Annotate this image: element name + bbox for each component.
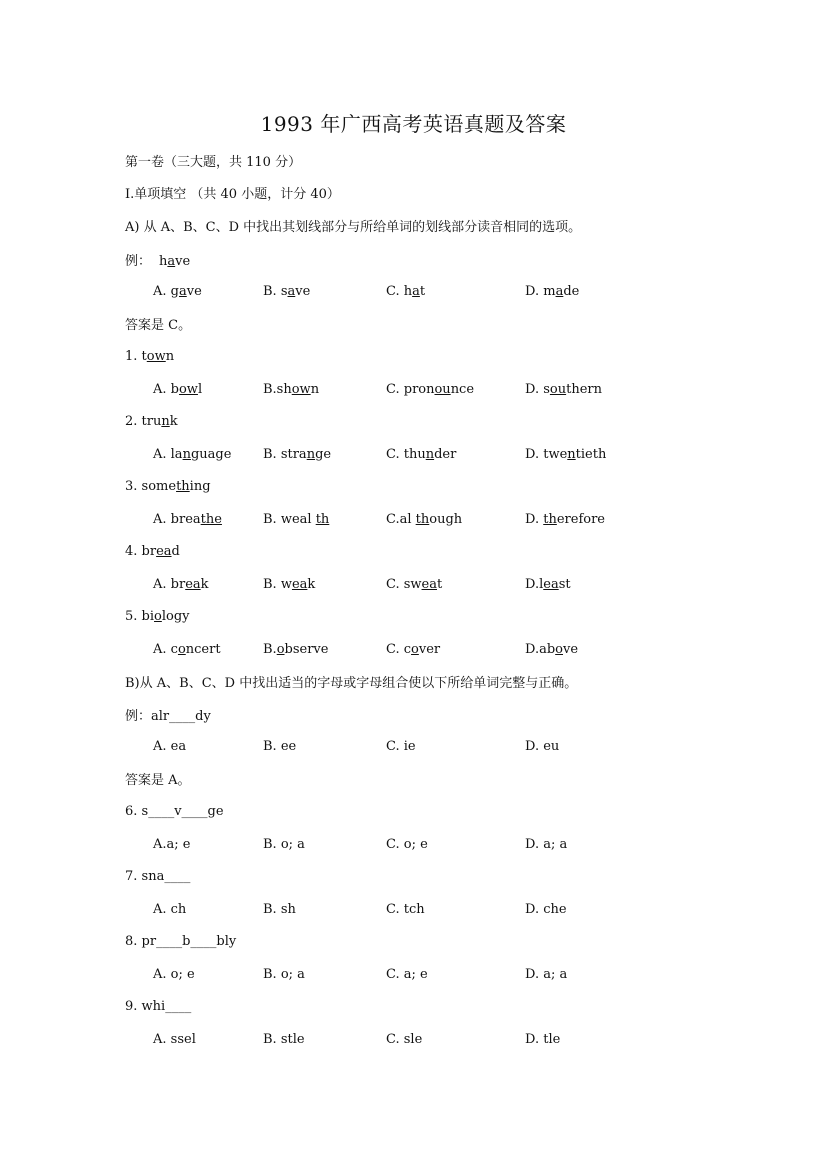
option-a: A. o; e [153,967,195,982]
option-a: A.a; e [153,837,191,852]
option-b: B. weal th [263,512,330,527]
option-b: B. stle [263,1032,305,1047]
option-a: A. breathe [153,512,222,527]
option-b: B.observe [263,642,329,657]
question-stem: 5. biology [125,609,190,624]
example-answer: 答案是 A。 [125,773,191,788]
option-c: C. thunder [386,447,457,462]
option-b: B. o; a [263,967,305,982]
option-d: D. southern [525,382,602,397]
option-b: B. sh [263,902,296,917]
option-b: B.shown [263,382,320,397]
option-d: D. a; a [525,837,568,852]
question-stem: 9. whi____ [125,999,192,1014]
option-a: A. concert [153,642,221,657]
question-stem: 3. something [125,479,211,494]
option-a: A. ch [153,902,187,917]
option-d: D. che [525,902,567,917]
example-answer: 答案是 C。 [125,318,192,333]
example-label: 例： [125,254,152,269]
option-a: A. language [153,447,232,462]
example-stem: 例： have [125,254,191,269]
option-a: A. gave [153,284,202,299]
question-stem: 7. sna____ [125,869,191,884]
section-header: 第一卷（三大题，共 110 分） [125,155,302,170]
option-a: A. ssel [153,1032,196,1047]
option-d: D.least [525,577,571,592]
part-header: Ⅰ.单项填空 （共 40 小题，计分 40） [125,187,340,202]
option-a: A. break [153,577,209,592]
option-c: C. cover [386,642,441,657]
option-c: C. pronounce [386,382,475,397]
part-b-instruction: B)从 A、B、C、D 中找出适当的字母或字母组合使以下所给单词完整与正确。 [125,676,578,691]
part-a-instruction: A) 从 A、B、C、D 中找出其划线部分与所给单词的划线部分读音相同的选项。 [125,220,582,235]
option-d: D. therefore [525,512,605,527]
option-d: D. eu [525,739,560,754]
option-a: A. bowl [153,382,203,397]
option-c: C. a; e [386,967,428,982]
option-c: C. sle [386,1032,423,1047]
option-c: C.al though [386,512,463,527]
option-b: B. strange [263,447,332,462]
option-c: C. ie [386,739,416,754]
question-stem: 4. bread [125,544,180,559]
option-c: C. tch [386,902,425,917]
option-b: B. weak [263,577,316,592]
option-d: D. a; a [525,967,568,982]
option-c: C. hat [386,284,426,299]
option-d: D.above [525,642,579,657]
question-stem: 2. trunk [125,414,178,429]
question-stem: 8. pr____b____bly [125,934,237,949]
document-title: 1993 年广西高考英语真题及答案 [260,112,567,136]
option-c: C. o; e [386,837,428,852]
option-a: A. ea [153,739,187,754]
example-stem: 例：alr____dy [125,709,211,724]
option-d: D. made [525,284,580,299]
option-d: D. tle [525,1032,561,1047]
option-c: C. sweat [386,577,443,592]
option-d: D. twentieth [525,447,607,462]
question-stem: 6. s____v____ge [125,804,224,819]
option-b: B. save [263,284,311,299]
question-stem: 1. town [125,349,175,364]
option-b: B. ee [263,739,297,754]
option-b: B. o; a [263,837,305,852]
